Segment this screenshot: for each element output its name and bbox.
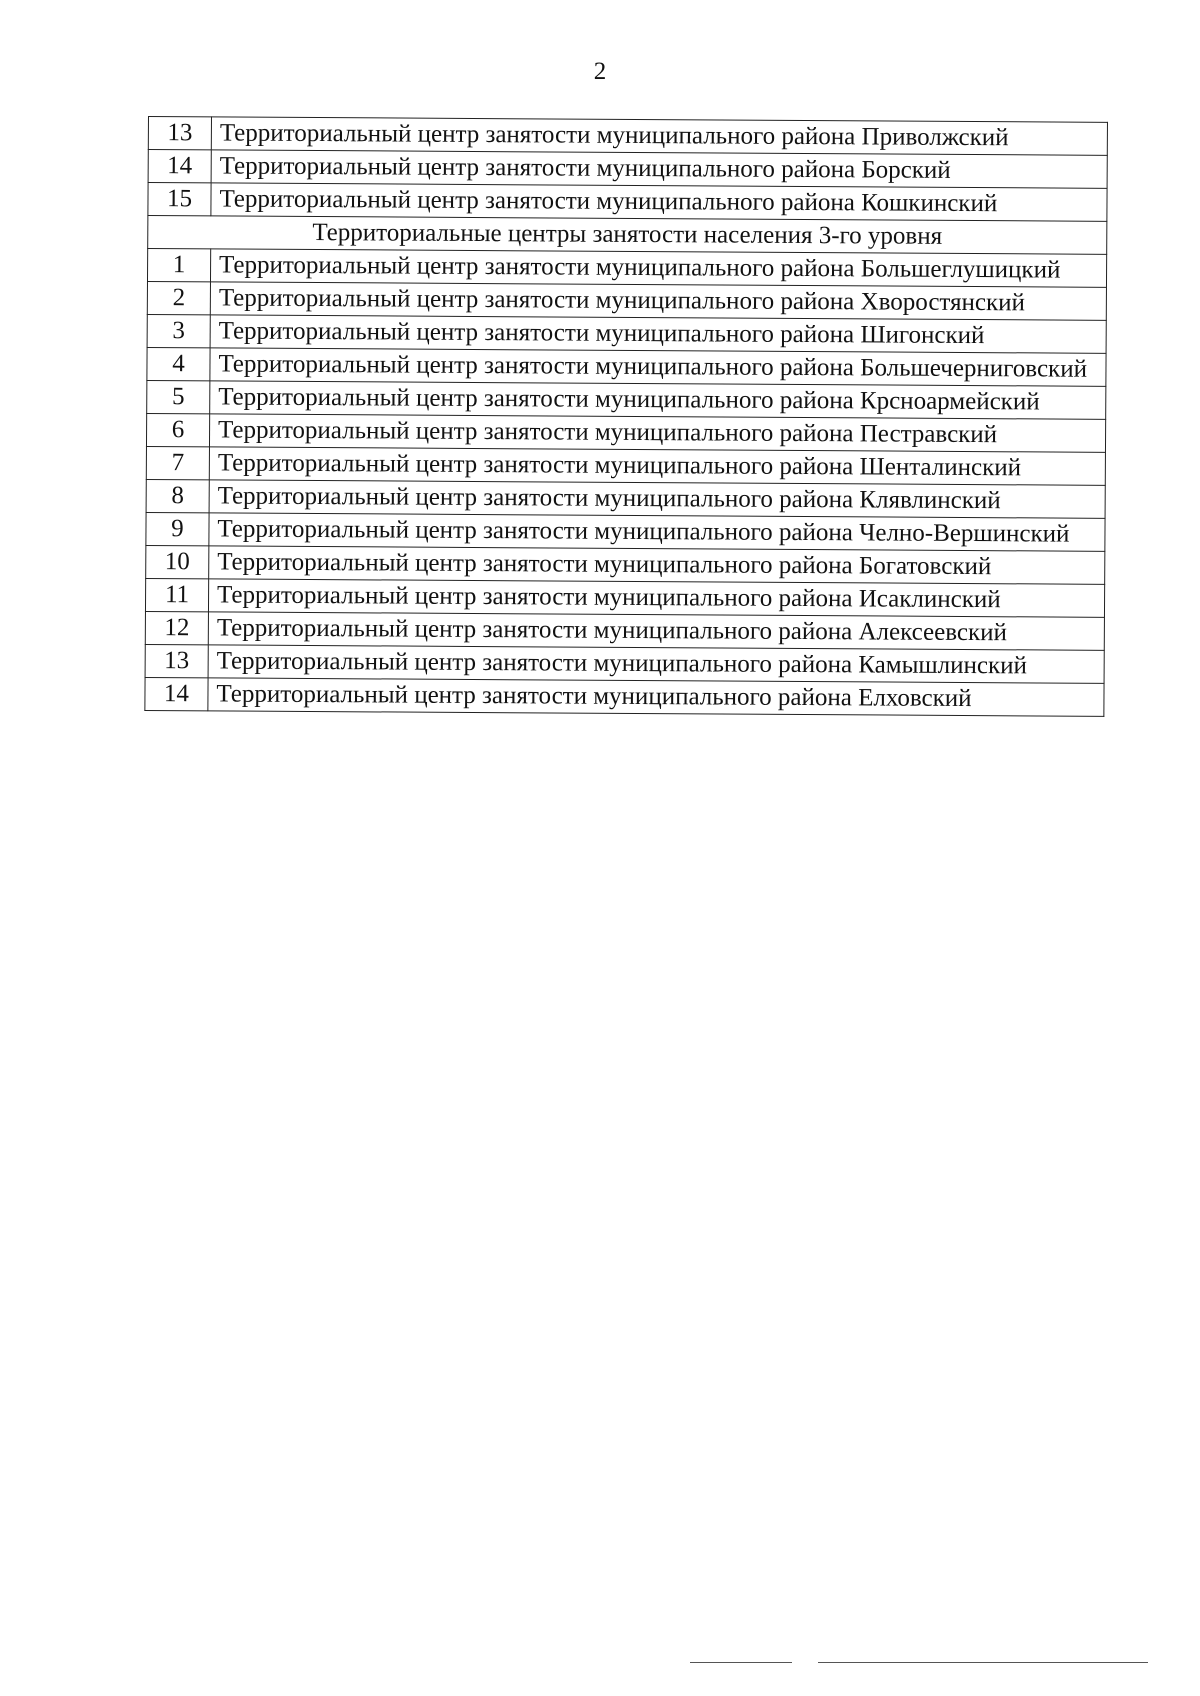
row-number: 10 <box>146 545 209 578</box>
center-name: Территориальный центр занятости муниципального района Большеглушицкий <box>210 249 1106 287</box>
center-name: Территориальный центр занятости муниципального района Елховский <box>208 678 1104 716</box>
table-row <box>147 347 1106 386</box>
row-number: 9 <box>146 512 209 545</box>
section-title: Территориальные центры занятости населения 3-го уровня <box>148 216 1107 255</box>
footer-rule-right <box>818 1662 1148 1663</box>
row-number: 14 <box>145 677 208 710</box>
row-number: 11 <box>145 578 208 611</box>
row-number: 14 <box>148 150 211 183</box>
center-name: Территориальный центр занятости муниципального района Шенталинский <box>209 447 1105 485</box>
row-number: 1 <box>147 249 210 282</box>
row-number: 13 <box>145 644 208 677</box>
center-name: Территориальный центр занятости муниципального района Борский <box>211 150 1107 188</box>
row-number: 12 <box>145 611 208 644</box>
table-row <box>148 117 1107 156</box>
table-row <box>145 677 1104 716</box>
table-row <box>148 183 1107 222</box>
center-name: Территориальный центр занятости муниципального района Алексеевский <box>208 612 1104 650</box>
table-row <box>148 150 1107 189</box>
table-row <box>145 578 1104 617</box>
center-name: Территориальный центр занятости муниципального района Пестравский <box>209 414 1105 452</box>
center-name: Территориальный центр занятости муниципального района Хворостянский <box>210 282 1106 320</box>
row-number: 5 <box>147 380 210 413</box>
row-number: 3 <box>147 314 210 347</box>
table-row <box>146 446 1105 485</box>
table-row <box>147 314 1106 353</box>
row-number: 15 <box>148 183 211 216</box>
page-number: 2 <box>593 58 607 85</box>
center-name: Территориальный центр занятости муниципального района Кошкинский <box>211 183 1107 221</box>
table-row <box>146 479 1105 518</box>
table-row <box>145 644 1104 683</box>
center-name: Территориальный центр занятости муниципального района Крсноармейский <box>210 381 1106 419</box>
table-row <box>146 545 1105 584</box>
center-name: Территориальный центр занятости муниципального района Челно-Вершинский <box>209 513 1105 551</box>
center-name: Территориальный центр занятости муниципального района Исаклинский <box>208 579 1104 617</box>
center-name: Территориальный центр занятости муниципального района Большечерниговский <box>210 348 1106 386</box>
table-row <box>147 380 1106 419</box>
center-name: Территориальный центр занятости муниципального района Богатовский <box>209 546 1105 584</box>
employment-centers-table <box>144 116 1108 717</box>
center-name: Территориальный центр занятости муниципального района Шигонский <box>210 315 1106 353</box>
row-number: 4 <box>147 347 210 380</box>
table-row <box>145 611 1104 650</box>
center-name: Территориальный центр занятости муниципального района Приволжский <box>211 117 1107 155</box>
row-number: 13 <box>148 117 211 150</box>
row-number: 2 <box>147 281 210 314</box>
center-name: Территориальный центр занятости муниципального района Клявлинский <box>209 480 1105 518</box>
table-row <box>146 413 1105 452</box>
table-row <box>146 512 1105 551</box>
center-name: Территориальный центр занятости муниципального района Камышлинский <box>208 645 1104 683</box>
row-number: 8 <box>146 479 209 512</box>
footer-rule-left <box>690 1662 792 1663</box>
table-row <box>147 281 1106 320</box>
table-row <box>147 249 1106 288</box>
row-number: 6 <box>146 413 209 446</box>
row-number: 7 <box>146 446 209 479</box>
